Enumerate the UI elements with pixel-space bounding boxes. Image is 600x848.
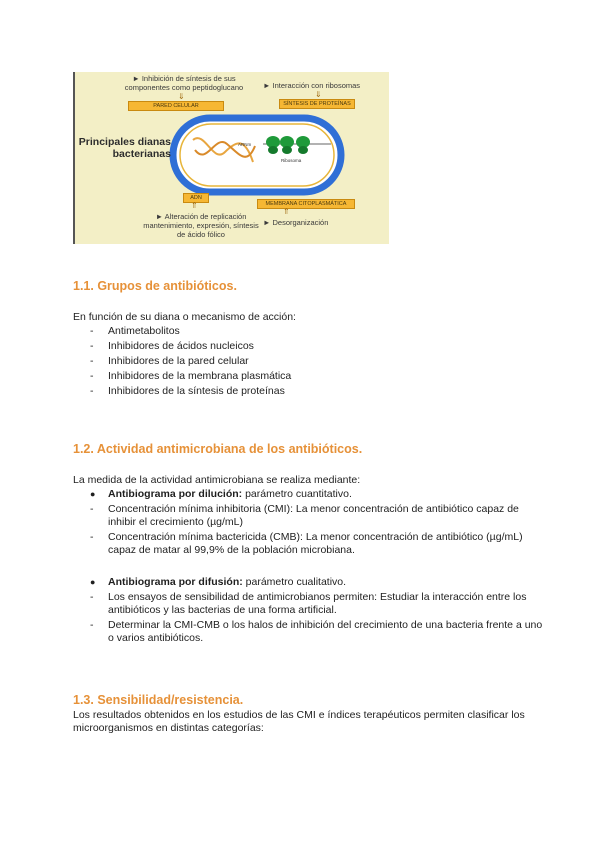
mrna-label: ARNm	[238, 142, 252, 147]
antibiotic-groups-list	[73, 325, 543, 400]
ribosome-label: Ribosoma	[281, 158, 302, 163]
replication-label: ► Alteración de replicación mantenimiento, expresión, síntesis de ácido fólico	[143, 212, 259, 239]
diffusion-list	[73, 576, 543, 647]
bacterial-targets-figure	[73, 72, 389, 244]
up-arrow-icon: ⇑	[283, 207, 290, 216]
dilution-list	[73, 488, 543, 559]
section-2-intro: La medida de la actividad antimicrobiana se realiza mediante:	[73, 474, 361, 486]
section-1-intro: En función de su diana o mecanismo de acción:	[73, 311, 296, 323]
membrane-box: MEMBRANA CITOPLASMÁTICA	[257, 199, 355, 209]
protein-synthesis-box: SÍNTESIS DE PROTEÍNAS	[279, 99, 355, 109]
ribosome-3-sub	[298, 146, 308, 154]
dna-box: ADN	[183, 193, 209, 203]
ribosome-1-sub	[268, 146, 278, 154]
down-arrow-icon: ⇓	[178, 92, 185, 101]
section-2-heading: 1.2. Actividad antimicrobiana de los antibióticos.	[73, 442, 363, 456]
list-item: ● Antibiograma por dilución: parámetro cuantitativo.	[90, 488, 352, 500]
list-item: - Inhibidores de ácidos nucleicos	[90, 340, 254, 352]
section-3-heading: 1.3. Sensibilidad/resistencia.	[73, 693, 244, 707]
list-item: ● Antibiograma por difusión: parámetro cualitativo.	[90, 576, 347, 588]
ribosome-2-sub	[282, 146, 292, 154]
section-3-text: Los resultados obtenidos en los estudios de las CMI e índices terapéuticos permiten clasificar los microorganismos en distintas categorías:	[73, 709, 525, 734]
list-item: - Concentración mínima inhibitoria (CMI): La menor concentración de antibiótico capaz de inhibir el crecimiento (µg/mL)	[90, 503, 519, 528]
cell-wall-box: PARED CELULAR	[128, 101, 224, 111]
list-item: - Inhibidores de la pared celular	[90, 355, 249, 367]
ribosome-interaction-label: ► Interacción con ribosomas	[263, 81, 361, 90]
section-1-heading: 1.1. Grupos de antibióticos.	[73, 279, 237, 293]
disorganization-label: ► Desorganización	[263, 218, 329, 227]
list-item: - Antimetabolitos	[90, 325, 180, 337]
figure-title: Principales dianas bacterianas	[78, 136, 171, 160]
list-item: - Los ensayos de sensibilidad de antimicrobianos permiten: Estudiar la interacción entre los antibióticos y las bacterias de una forma artificial.	[90, 591, 527, 616]
list-item: - Inhibidores de la síntesis de proteínas	[90, 385, 285, 397]
down-arrow-icon: ⇓	[315, 90, 322, 99]
list-item: - Concentración mínima bactericida (CMB): La menor concentración de antibiótico (µg/mL) capaz de matar al 99,9% de la población microbiana.	[90, 531, 523, 556]
list-item: - Determinar la CMI-CMB o los halos de inhibición del crecimiento de una bacteria frente a uno o varios antibióticos.	[90, 619, 543, 644]
up-arrow-icon: ⇑	[191, 201, 198, 210]
list-item: - Inhibidores de la membrana plasmática	[90, 370, 292, 382]
cell-wall-inhibition-label: ► Inhibición de síntesis de sus componentes como peptidoglucano	[124, 74, 244, 92]
